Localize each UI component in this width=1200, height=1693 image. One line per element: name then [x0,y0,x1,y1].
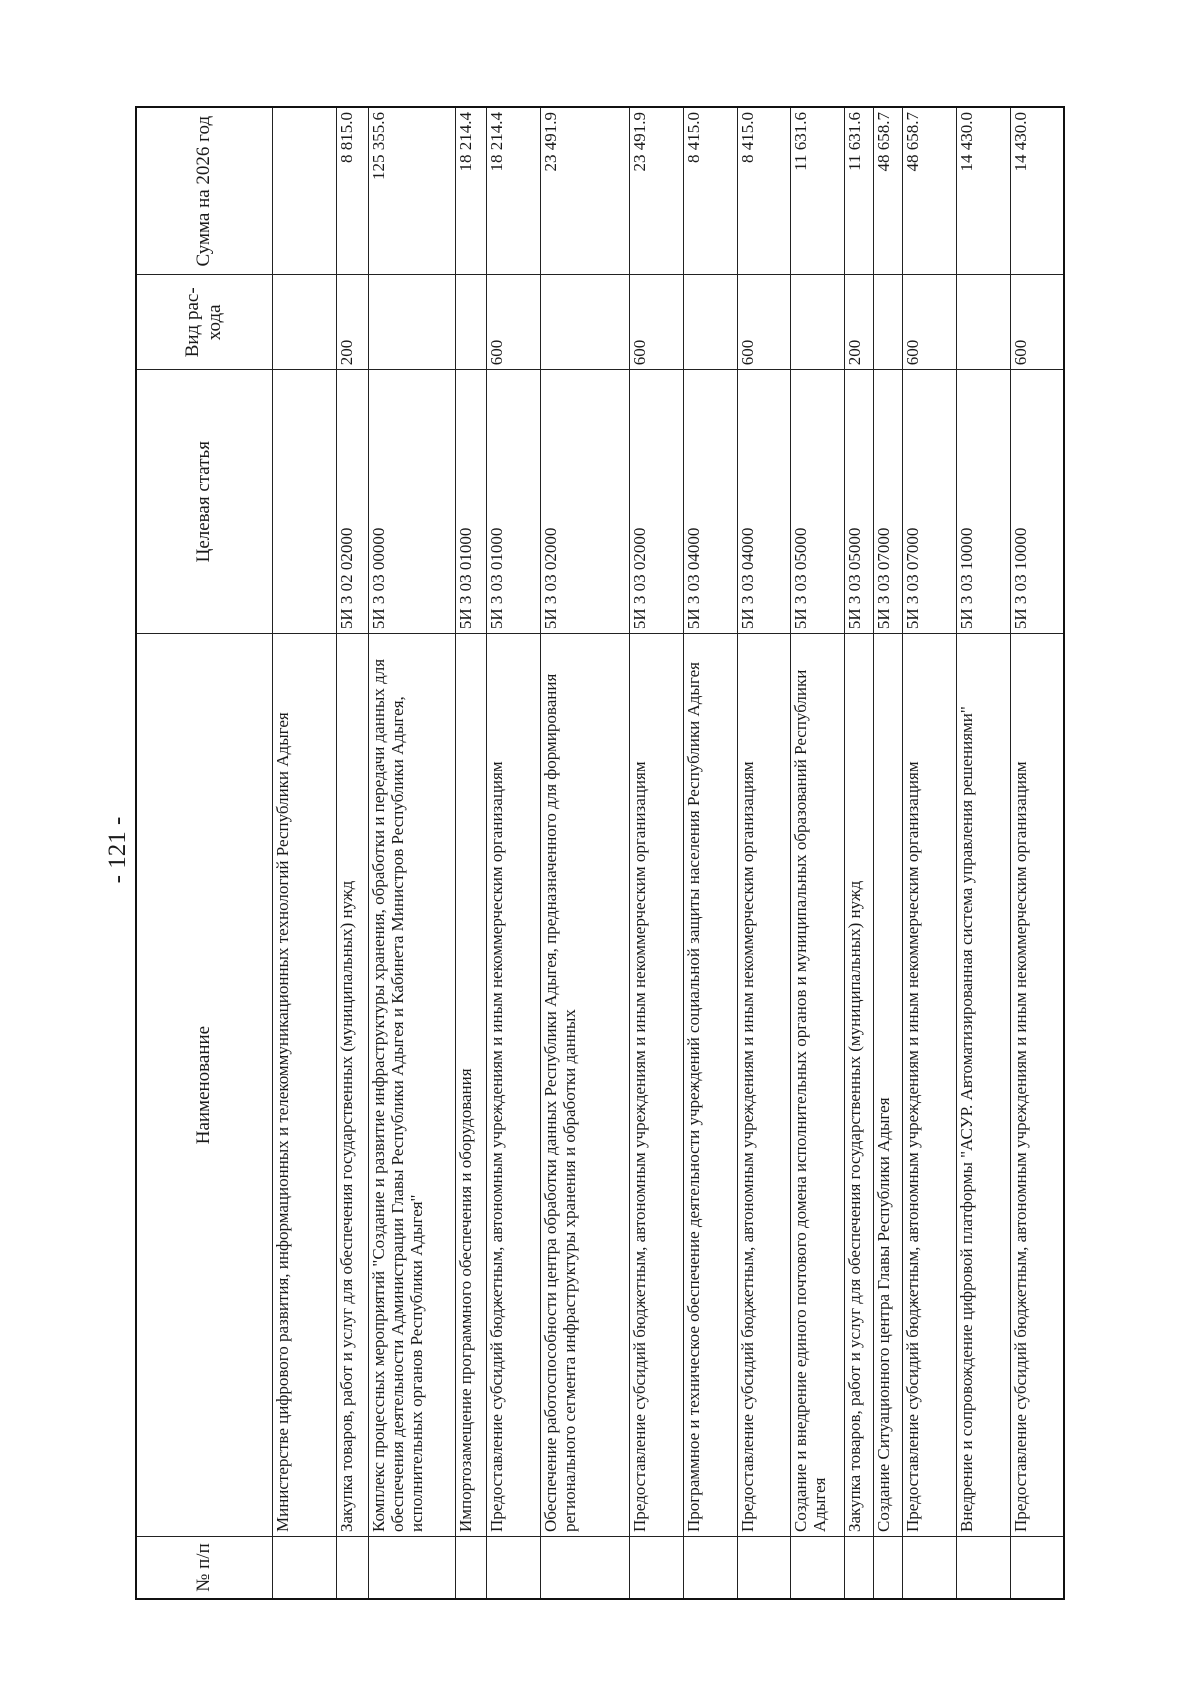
row-sum: 14 430.0 [1010,107,1064,275]
row-no [540,1537,629,1600]
table-row [368,107,455,1599]
row-sum: 23 491.9 [630,107,684,275]
row-no [337,1537,368,1600]
row-name: Предоставление субсидий бюджетным, автономным учреждениям и иным некоммерческим организациям [1010,634,1064,1537]
row-article: 5И 3 03 02000 [630,370,684,634]
row-article: 5И 3 03 04000 [737,370,791,634]
row-no [791,1537,845,1600]
table-row [737,107,791,1599]
row-article: 5И 3 03 05000 [845,370,874,634]
header-article: Целевая статья [136,370,272,634]
table-row [791,107,845,1599]
table-row [684,107,738,1599]
row-sum [272,107,337,275]
page-number: - 121 - [104,816,131,884]
row-name: Внедрение и сопровождение цифровой платформы "АСУР. Автоматизированная система управления решениями" [957,634,1011,1537]
row-article: 5И 3 02 02000 [337,370,368,634]
row-no [684,1537,738,1600]
row-name: Закупка товаров, работ и услуг для обеспечения государственных (муниципальных) нужд [845,634,874,1537]
row-article: 5И 3 03 02000 [540,370,629,634]
row-name: Министерстве цифрового развития, информационных и телекоммуникационных технологий Республики Адыгея [272,634,337,1537]
row-article: 5И 3 03 05000 [791,370,845,634]
row-article: 5И 3 03 01000 [487,370,541,634]
row-sum: 11 631.6 [845,107,874,275]
table-row [845,107,874,1599]
row-article: 5И 3 03 07000 [874,370,903,634]
row-kind: 600 [903,275,957,370]
row-name: Предоставление субсидий бюджетным, автономным учреждениям и иным некоммерческим организациям [737,634,791,1537]
table-row [337,107,368,1599]
row-kind: 200 [337,275,368,370]
table-row [630,107,684,1599]
row-kind [957,275,1011,370]
row-kind: 600 [737,275,791,370]
row-name: Создание Ситуационного центра Главы Республики Адыгея [874,634,903,1537]
row-sum: 125 355.6 [368,107,455,275]
table-row [874,107,903,1599]
row-no [1010,1537,1064,1600]
row-sum: 18 214.4 [455,107,486,275]
table-row [957,107,1011,1599]
row-name: Комплекс процессных мероприятий "Создание и развитие инфраструктуры хранения, обработки и передачи данных для обеспечения деятельности Администрации Главы Республики Адыгея и Кабинета Министров Республики Адыгея, исполнительных органов Республики Адыгея" [368,634,455,1537]
row-name: Программное и техническое обеспечение деятельности учреждений социальной защиты населения Республики Адыгея [684,634,738,1537]
row-no [874,1537,903,1600]
row-article: 5И 3 03 01000 [455,370,486,634]
row-kind: 600 [630,275,684,370]
row-sum: 8 415.0 [737,107,791,275]
row-no [737,1537,791,1600]
row-article: 5И 3 03 10000 [957,370,1011,634]
row-no [368,1537,455,1600]
row-sum: 48 658.7 [903,107,957,275]
row-kind [368,275,455,370]
row-kind: 200 [845,275,874,370]
row-kind [684,275,738,370]
row-kind [540,275,629,370]
header-no: № п/п [136,1537,272,1600]
header-name: Наименование [136,634,272,1537]
table-header-row [136,107,272,1599]
row-no [957,1537,1011,1600]
row-sum: 11 631.6 [791,107,845,275]
row-sum: 18 214.4 [487,107,541,275]
row-sum: 23 491.9 [540,107,629,275]
row-kind [874,275,903,370]
table-row [1010,107,1064,1599]
table-row [272,107,337,1599]
row-no [487,1537,541,1600]
row-name: Создание и внедрение единого почтового домена исполнительных органов и муниципальных образований Республики Адыгея [791,634,845,1537]
table-body [272,107,1064,1599]
table-row [487,107,541,1599]
table-row [903,107,957,1599]
row-no [272,1537,337,1600]
row-kind [455,275,486,370]
row-name: Закупка товаров, работ и услуг для обеспечения государственных (муниципальных) нужд [337,634,368,1537]
row-no [455,1537,486,1600]
row-name: Импортозамещение программного обеспечения и оборудования [455,634,486,1537]
row-kind: 600 [1010,275,1064,370]
row-kind [272,275,337,370]
row-name: Предоставление субсидий бюджетным, автономным учреждениям и иным некоммерческим организациям [903,634,957,1537]
budget-table-rotated [135,106,1065,1600]
row-article: 5И 3 03 00000 [368,370,455,634]
row-kind [791,275,845,370]
table-row [540,107,629,1599]
header-sum: Сумма на 2026 год [136,107,272,275]
budget-table [135,106,1065,1600]
row-no [630,1537,684,1600]
row-sum: 14 430.0 [957,107,1011,275]
row-name: Обеспечение работоспособности центра обработки данных Республики Адыгея, предназначенного для формирования регионального сегмента инфраструктуры хранения и обработки данных [540,634,629,1537]
header-kind: Вид рас-хода [136,275,272,370]
row-sum: 8 815.0 [337,107,368,275]
row-name: Предоставление субсидий бюджетным, автономным учреждениям и иным некоммерческим организациям [630,634,684,1537]
row-name: Предоставление субсидий бюджетным, автономным учреждениям и иным некоммерческим организациям [487,634,541,1537]
row-article: 5И 3 03 10000 [1010,370,1064,634]
table-row [455,107,486,1599]
row-no [845,1537,874,1600]
row-sum: 8 415.0 [684,107,738,275]
row-sum: 48 658.7 [874,107,903,275]
row-article [272,370,337,634]
row-article: 5И 3 03 07000 [903,370,957,634]
row-article: 5И 3 03 04000 [684,370,738,634]
row-kind: 600 [487,275,541,370]
row-no [903,1537,957,1600]
